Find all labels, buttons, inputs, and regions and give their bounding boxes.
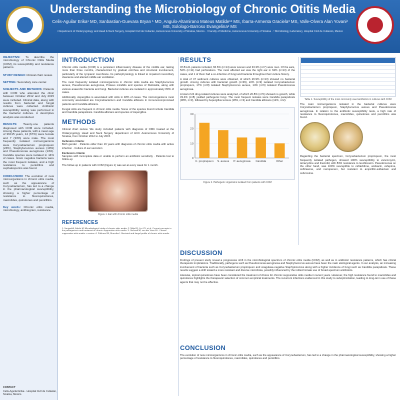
subjects-text: Patients with COM who attended the clinic between October 2012 and July 2015 were included. Clinical data, along with results from bacterial and fungal cultures were collected. Antibiotic susceptibility testing was performed in the bacterial cultures. A descriptive analysis was conducted. bbox=[3, 87, 54, 119]
results-text: Twenty-one patients diagnosed with COM were included. Among these patients, with a mean age of 36±15 years, 14 (67%) were female and 7 (33%) were male. The most frequently isolated microorganisms were Corynebacterium propinquum (24%), Staphylococcus aureus (19%) and Pseudomonas aeruginosa (14%). Candida species were isolated in 14% of cases. Gram negative bacteria were the most frequent isolates, and a high resistance to penicillins and cephalosporins was found. bbox=[3, 122, 54, 171]
results-side-paragraph: The main microorganisms isolated in the bacterial cultures were Corynebacterium propinquum, Staphylococcus aureus and Pseudomonas aeruginosa. In relation to the antibiotic susceptibility tests, a high rate of resistance to fluoroquinolones, macrolides, quinolones and penicillins was found. bbox=[300, 103, 396, 119]
y-tick-label: 20 bbox=[190, 126, 194, 131]
abstract-conclusion bbox=[3, 175, 54, 202]
exclusion-heading: Exclusion criteria: bbox=[62, 151, 86, 155]
methods-paragraph: Clinical chart review. We study included patients with diagnosis of OMC treated at the Otolaryngology Head and Neck Surgery department of HCC Autonomous University of Sinaloa, from October 2012 to July 2015. bbox=[62, 128, 174, 138]
contact-info bbox=[3, 386, 57, 396]
poster-title: Understanding the Microbiology of Chronic Otitis Media bbox=[50, 4, 356, 16]
column-divider bbox=[178, 57, 179, 396]
objective-heading: OBJECTIVE: bbox=[3, 55, 21, 59]
introduction-heading: INTRODUCTION bbox=[62, 57, 115, 64]
design-text: Clinical chart review. bbox=[26, 72, 53, 77]
bar-chart-frame bbox=[180, 107, 295, 180]
poster-header bbox=[0, 0, 400, 53]
discussion-paragraph: Findings of present study reveal a progressive shift in the microbiological spectrum of chronic otitis media (COM), as well as in antibiotic resistance patterns, which has critical therapeutic implications. Traditionally, pathogens such as Pseudomonas aeruginosa and Staphylococcus aureus have been the main etiological agents. In our analysis, an increasing involvement of bacteria such as Corynebacterium propinquum and coagulase-negative Staphylococcus along with a higher incidence of fungi such as Candida parapsilosis. These results suggest a shift toward a more resistant and diverse microbiota, possibly influenced by the indiscriminate use of broad-spectrum antibiotics. bbox=[180, 259, 396, 272]
hospital-logo-icon bbox=[356, 6, 394, 44]
inclusion-heading: Inclusion criteria: bbox=[62, 140, 85, 143]
y-tick-label: 0 bbox=[191, 155, 194, 160]
abstract-keywords bbox=[3, 206, 54, 213]
exclusion-criteria: Samples with incomplete data or unable to perform an antibiotic sensitivity · Patients lost to follow-up bbox=[62, 155, 174, 162]
bar bbox=[199, 122, 209, 157]
results-paragraph: A total of 47 sediment cultures were obtained, of which 26.9% (n=13) showed no bacterial growth. Among cultures with bacterial growth (n=39), 22% (n=9) isolated Corynebacterium propinquum, 17% (n=8) isolated Staphylococcus aureus, 14% (n=6) isolated Pseudomonas aeruginosa. bbox=[180, 77, 295, 91]
affiliations: ¹ Department of Otolaryngology and Head & Neck Surgery, Hospital Civil de Culiacán, Autonomous University of Sinaloa, Mexico · ² Faculty of Medicine, Autonomous University of Sinaloa · ³ Microbiology Laboratory, Hospital Civil de Culiacán, Mexico bbox=[57, 30, 343, 33]
results-section-heading: RESULTS bbox=[180, 57, 212, 64]
bar-chart bbox=[183, 110, 292, 172]
design-heading: STUDY DESIGN: bbox=[3, 72, 26, 77]
results-paragraph: Of 84-21 patients included, 66.6% (n=14) were women and 33.3% (n=7) were men. Of the ears, 52% (n=11) had perforations. The most affected ear was the right ear in 62% (n=13) of the cases, and 1 of them had a co-infection of fungi and bacteria throughout their culture history. bbox=[180, 66, 295, 76]
conclusion-section-heading: CONCLUSION bbox=[180, 345, 226, 352]
abstract-subjects bbox=[3, 88, 54, 119]
intro-methods-column bbox=[62, 57, 174, 396]
contact-heading: CONTACT bbox=[3, 386, 16, 390]
intro-paragraph: Additionally, Aspergillus is associated with otitis in 48% of cases. The microorganisms most commonly associated are Corynebacterium and Candida albicans in immunocompromised patients and Candida albicans. bbox=[62, 96, 174, 106]
bar bbox=[218, 130, 228, 158]
inclusion-criteria: Both gender · Patients older than 16 years with diagnosis of chronic otitis media with active infection · Culture of ear secretion bbox=[62, 143, 174, 150]
discussion-heading: DISCUSSION bbox=[180, 250, 223, 257]
contact-text: Celis-Aguilar Erika · Hospital Civil de Culiacán, Sinaloa, México bbox=[3, 389, 57, 396]
abstract-setting bbox=[3, 81, 54, 84]
keywords-heading: Key words: bbox=[3, 205, 21, 210]
culture-plate-photo bbox=[300, 122, 330, 152]
ear-photo bbox=[88, 170, 148, 212]
abstract-design bbox=[3, 74, 54, 77]
x-tick-label: P. aeruginosa bbox=[233, 158, 251, 163]
methods-heading: METHODS bbox=[62, 119, 96, 127]
keywords-text: Chronic otitis media, microbiology, antibiogram, resistance. bbox=[3, 205, 54, 213]
intro-paragraph: Fungal otitis are frequent in chronic otitis media. Some of the species found include Candida and Candida parapsilosis. Candida albicans and species of Aspergillus. bbox=[62, 107, 174, 114]
references-text: 1. Sariyad A, Salehi M. Microbiological study of chronic otitis media. 2. Mittal R, Lisi CV, et al. Current concepts in the pathogenesis and treatment of chronic suppurative otitis media. 3. Verhoeff M, van der Veen EL. Chronic suppurative otitis media: a review. 4. Pokharel M, Shrestha I. Bacterial and fungal profile of chronic otitis media. bbox=[62, 227, 172, 236]
setting-text: Secondary care center. bbox=[17, 80, 48, 85]
x-tick-label: Other bbox=[276, 158, 284, 163]
susceptibility-table-image bbox=[300, 57, 396, 97]
column-divider bbox=[298, 57, 299, 245]
x-tick-label: S. aureus bbox=[217, 158, 230, 163]
followup-text: The follow-up in patients with COM (Figure 1) was set at every week for 1 month. bbox=[62, 163, 159, 167]
bar bbox=[256, 137, 266, 158]
x-tick-label: Candida bbox=[255, 158, 267, 163]
results-heading: RESULTS: bbox=[3, 122, 18, 127]
figure1-caption: Figure 1. Ear with chronic otitis media bbox=[98, 212, 138, 216]
susceptibility-column bbox=[300, 57, 396, 247]
discussion-section bbox=[180, 250, 396, 284]
culture-plate-photo bbox=[333, 122, 363, 152]
conclusion-paragraph: The evolution of new microorganisms in chronic otitis media, such as the appearance of Corynebacterium, has led to a change in the pharmacological susceptibility, showing a higher percentage of resistance to fluoroquinolones, macrolides, quinolones and penicillins. bbox=[180, 354, 396, 361]
subjects-heading: SUBJECTS AND METHODS: bbox=[3, 87, 43, 92]
y-tick-label: 10 bbox=[190, 140, 194, 145]
conclusion-text: The evolution of new microorganisms in chronic otitis media, such as the appearance of Corynebacterium, has led to a change in the pharmacological susceptibility, showing a higher percentage of resistance to fluoroquinolones, macrolides, quinolones and penicillins. bbox=[3, 173, 54, 202]
objective-text: To describe the microbiology of Chronic Otitis Media (COM), its susceptibility and resistance patterns. bbox=[3, 55, 54, 70]
intro-paragraph: Chronic otitis media (COM) is a persistent inflammatory disease of the middle ear, lasting more than three months, characterized by gradual otorrhea and structural involvement, particularly of the tympanic membrane. Its pathophysiology is linked to impaired mucociliary clearance and altered middle ear ventilation. bbox=[62, 66, 174, 79]
university-logo-icon bbox=[6, 6, 44, 44]
bar bbox=[274, 143, 284, 158]
abstract-column bbox=[0, 53, 58, 400]
y-tick-label: 30 bbox=[190, 111, 194, 116]
intro-paragraph: The most frequently isolated microorganisms in chronic otitis media are Staphylococcus aureus, Pseudomonas aeruginosa, Proteus mirabilis and species of Klebsiella, along with various anaerobic bacteria and fungi. Bacterial cultures are isolated in approximately 80% of cases. bbox=[62, 81, 174, 94]
abstract-results bbox=[3, 123, 54, 171]
abstract-objective bbox=[3, 56, 54, 70]
conclusion-section bbox=[180, 345, 396, 361]
conclusion-heading: CONCLUSION: bbox=[3, 173, 24, 178]
discussion-paragraph: Likewise, topical quinolones have been considered the treatment of choice for chronic suppurative otitis media in recent years. However, the high resistance found to macrolides and quinolones highlights the therapeutic selection of common empirical treatments. The recurrent infections evidenced in this study to suboptimization, leading to long-term use of these agents that may not be effective. bbox=[180, 274, 396, 284]
setting-heading: SETTING: bbox=[3, 80, 17, 85]
references-heading: REFERENCES bbox=[62, 219, 99, 226]
figure2-caption: Figure 2. Pathogenic organisms isolated from patients with COM bbox=[203, 180, 272, 184]
results-side-paragraph: Regarding the bacterial spectrum, Corynebacterium propinquum, the most frequently isolated pathogen, showed 100% susceptibility to vancomycin, tetracycline and linezolid, with 83% resistance to levofloxacin. Pseudomonas on the other hand, was 100% susceptible to ceftazidime, amikacin, cefepime, ceftriaxone, and meropenem, but resistant to ampicillin-sulbactam and cefuroxime. bbox=[300, 155, 396, 175]
bar bbox=[237, 137, 247, 158]
results-paragraph: A total of 24 drug-related cultures were analyzed, of which 20.8% (n=5) showed no growth, while 33.4% (n=8) yielded pathogenic fungi. The most frequent isolates were Candida parapsilosis (38%, n=3), followed by Aspergillus terreus (18%, n=3) and Candida albicans (12%, n=2). bbox=[180, 92, 295, 103]
x-tick-label: C. propinquum bbox=[195, 158, 214, 163]
author-list: Celis-Aguilar Erika¹ MD, Sanbastian-Guevara Bryan ¹ MD, Angulo-Altamirano Mateus Matilde¹² MS, Ibarra-Armenta Graciela³ MS, Valle-Olvera Alan Yovani² MS, Solologo-Barroso Evangelina² MS bbox=[52, 19, 348, 29]
results-column bbox=[180, 57, 295, 247]
table1-caption: Table 1. Susceptibility of the most commonly used antibiotics in cultures with COM bbox=[304, 98, 392, 101]
